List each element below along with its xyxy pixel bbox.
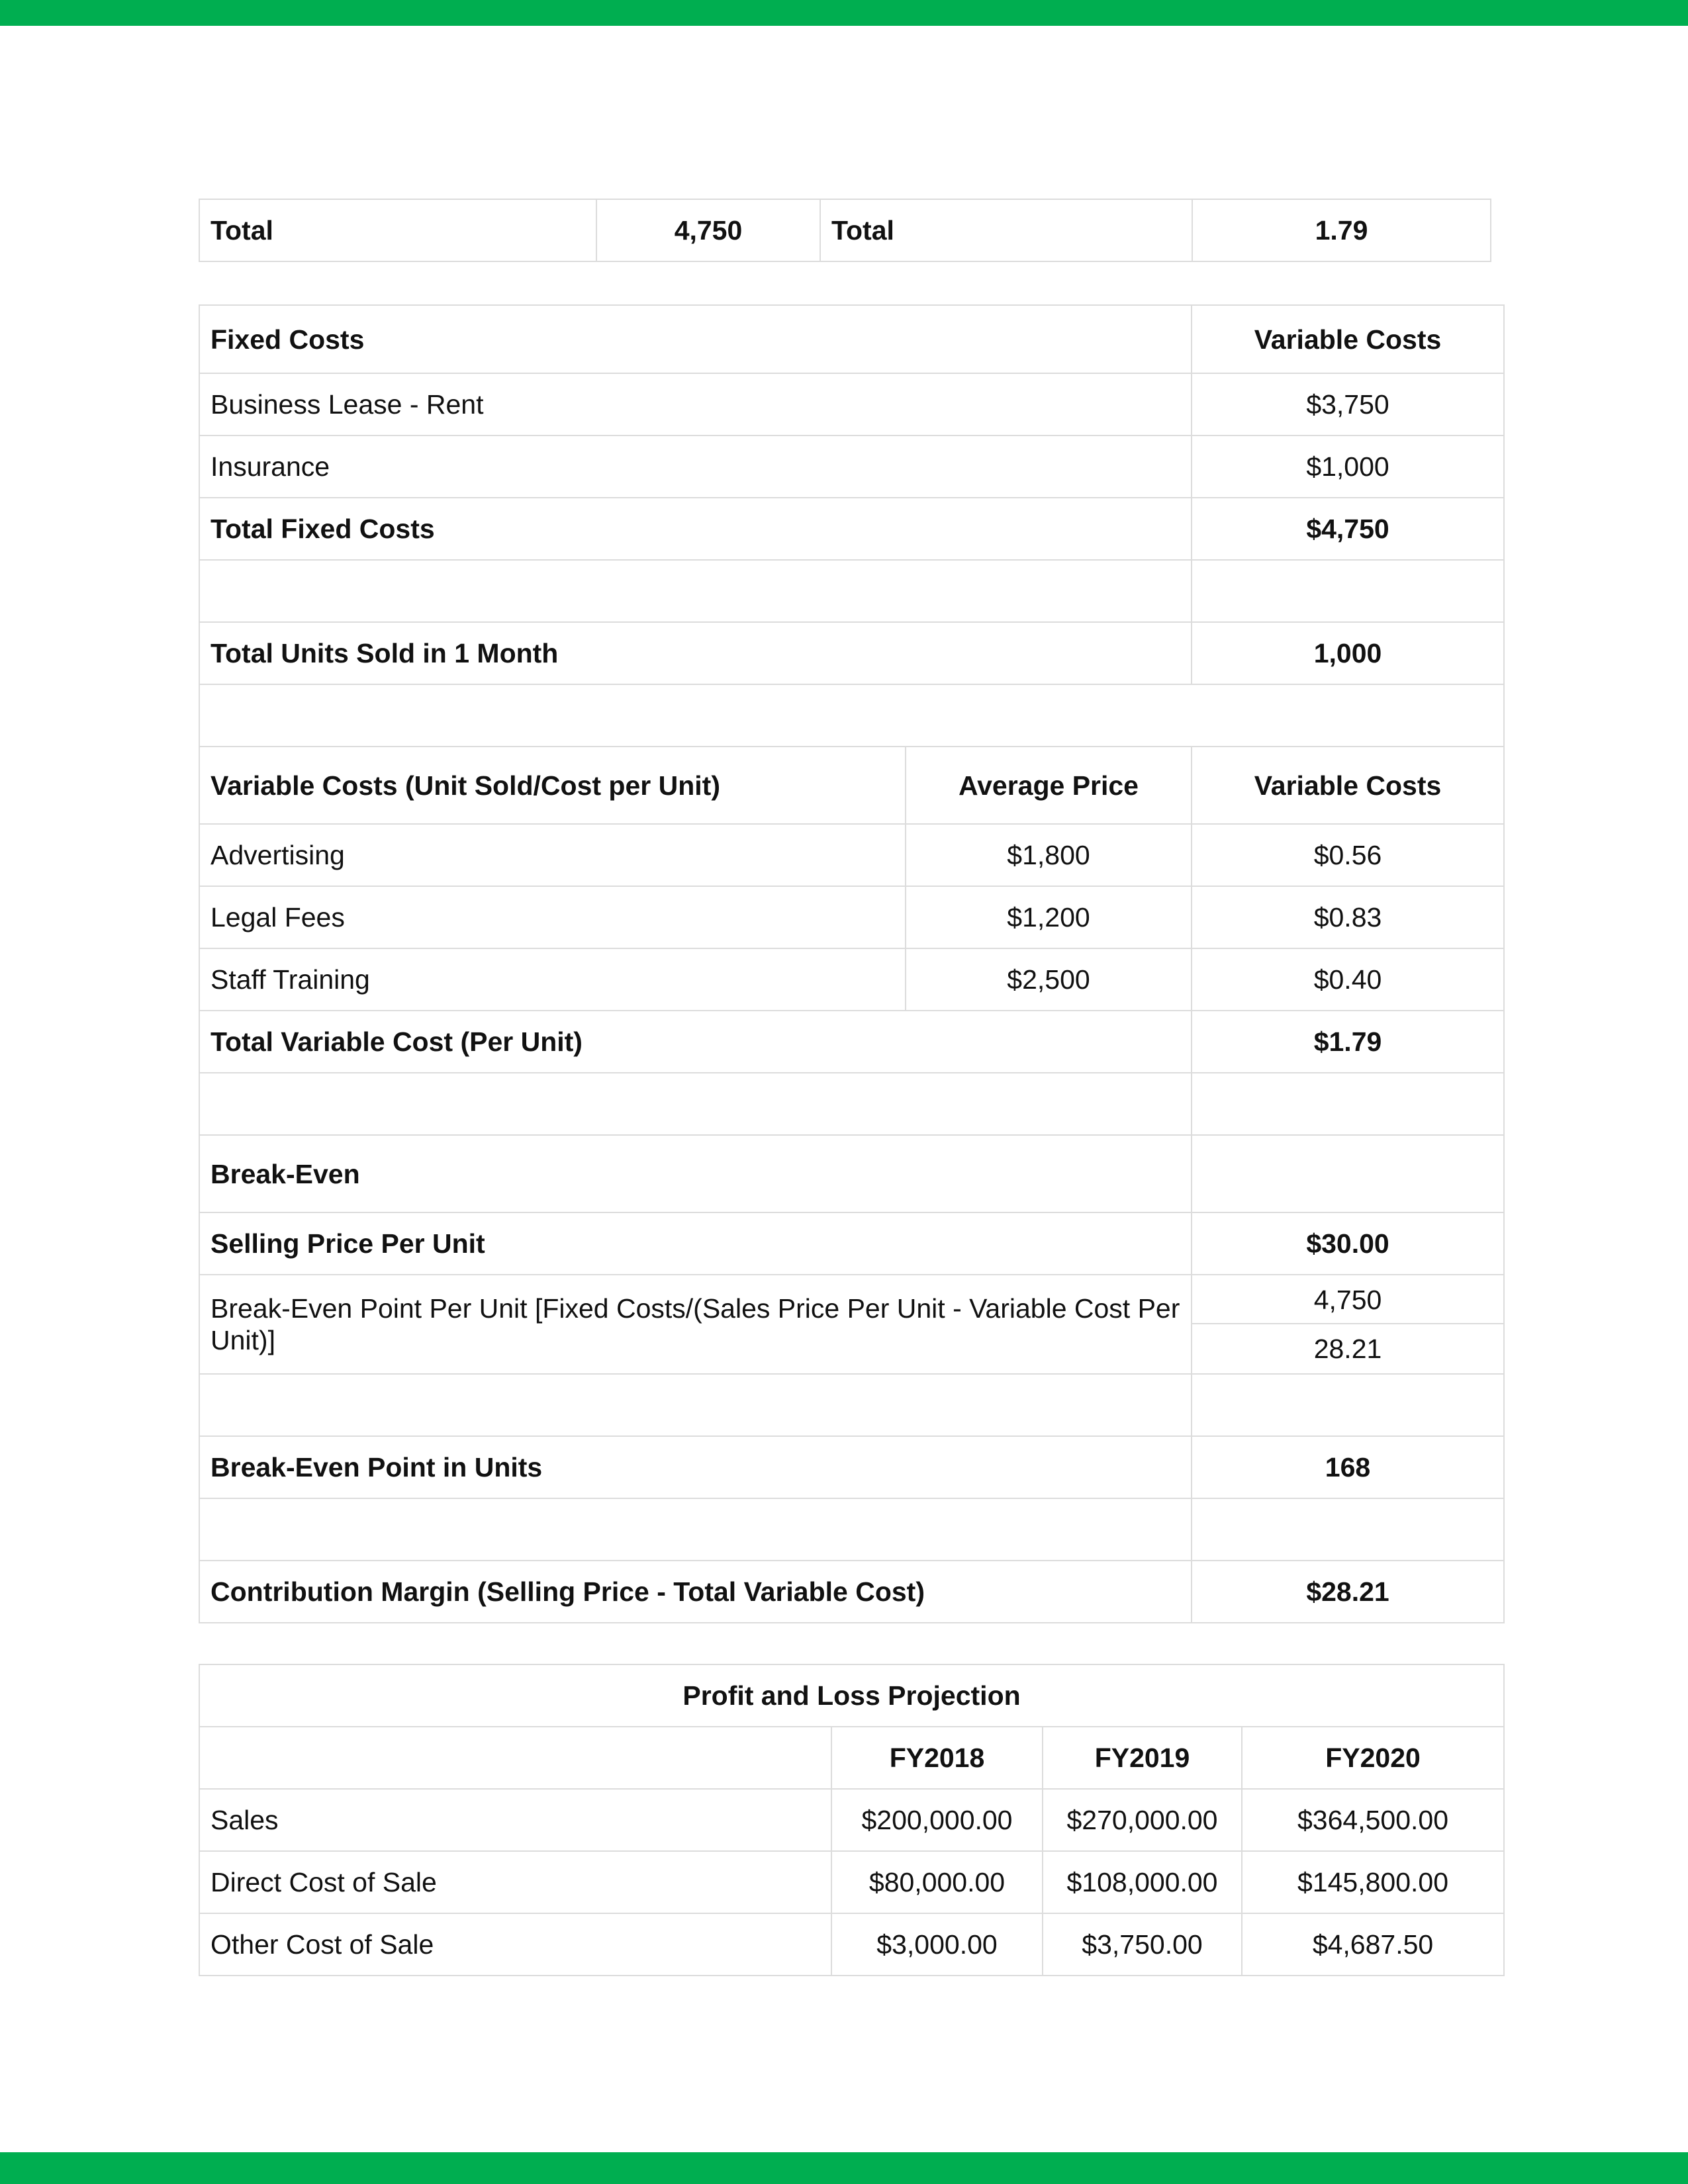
- variable-cost-value: $0.56: [1192, 824, 1504, 886]
- contribution-margin-label: Contribution Margin (Selling Price - Total Variable Cost): [199, 1561, 1192, 1623]
- variable-costs-total-value: $1.79: [1192, 1011, 1504, 1073]
- empty-row: [199, 560, 1504, 622]
- pnl-cell: $3,750.00: [1043, 1913, 1242, 1976]
- pnl-cell: $364,500.00: [1242, 1789, 1504, 1851]
- break-even-units-value: 168: [1192, 1436, 1504, 1498]
- table-row: [199, 373, 1504, 435]
- summary-table: [199, 199, 1491, 262]
- contribution-margin-value: $28.21: [1192, 1561, 1504, 1623]
- variable-costs-header-row: [199, 747, 1504, 824]
- bottom-accent-bar: [0, 2152, 1688, 2184]
- pnl-cell: $3,000.00: [831, 1913, 1043, 1976]
- contribution-margin-row: [199, 1561, 1504, 1623]
- table-row: [199, 435, 1504, 498]
- empty-row: [199, 1498, 1504, 1561]
- table-row: [199, 1913, 1504, 1976]
- empty-row: [199, 1073, 1504, 1135]
- break-even-header-row: [199, 1135, 1504, 1212]
- units-sold-row: [199, 622, 1504, 684]
- break-even-units-row: [199, 1436, 1504, 1498]
- summary-left-label: Total: [199, 199, 596, 261]
- units-sold-label: Total Units Sold in 1 Month: [199, 622, 1192, 684]
- pnl-cell: $270,000.00: [1043, 1789, 1242, 1851]
- fixed-costs-total-value: $4,750: [1192, 498, 1504, 560]
- average-price-value: $2,500: [906, 948, 1192, 1011]
- pnl-row-label: Sales: [199, 1789, 831, 1851]
- pnl-cell: $145,800.00: [1242, 1851, 1504, 1913]
- selling-price-value: $30.00: [1192, 1212, 1504, 1275]
- table-row: [199, 1789, 1504, 1851]
- pnl-title-row: [199, 1664, 1504, 1727]
- pnl-year-header: FY2019: [1043, 1727, 1242, 1789]
- pnl-cell: $80,000.00: [831, 1851, 1043, 1913]
- profit-loss-table: [199, 1664, 1505, 1976]
- break-even-formula-value-1: 4,750: [1192, 1276, 1503, 1324]
- average-price-value: $1,200: [906, 886, 1192, 948]
- fixed-cost-label: Insurance: [199, 435, 1192, 498]
- summary-row: [199, 199, 1491, 261]
- pnl-year-header: FY2020: [1242, 1727, 1504, 1789]
- fixed-cost-value: $3,750: [1192, 373, 1504, 435]
- top-accent-bar: [0, 0, 1688, 26]
- average-price-value: $1,800: [906, 824, 1192, 886]
- fixed-costs-header-row: [199, 305, 1504, 373]
- break-even-units-label: Break-Even Point in Units: [199, 1436, 1192, 1498]
- summary-right-label: Total: [820, 199, 1192, 261]
- variable-cost-label: Legal Fees: [199, 886, 906, 948]
- summary-right-value: 1.79: [1192, 199, 1491, 261]
- table-row: [199, 824, 1504, 886]
- summary-left-value: 4,750: [596, 199, 820, 261]
- table-row: [199, 948, 1504, 1011]
- variable-costs-col-header: Variable Costs: [1192, 747, 1504, 824]
- average-price-header: Average Price: [906, 747, 1192, 824]
- selling-price-row: [199, 1212, 1504, 1275]
- fixed-cost-value: $1,000: [1192, 435, 1504, 498]
- fixed-cost-label: Business Lease - Rent: [199, 373, 1192, 435]
- pnl-title: Profit and Loss Projection: [199, 1664, 1504, 1727]
- pnl-year-header: FY2018: [831, 1727, 1043, 1789]
- pnl-cell: $200,000.00: [831, 1789, 1043, 1851]
- break-even-header: Break-Even: [199, 1135, 1192, 1212]
- selling-price-label: Selling Price Per Unit: [199, 1212, 1192, 1275]
- break-even-formula-label: Break-Even Point Per Unit [Fixed Costs/(Sales Price Per Unit - Variable Cost Per Unit)]: [199, 1275, 1192, 1374]
- pnl-cell: $4,687.50: [1242, 1913, 1504, 1976]
- break-even-formula-row: [199, 1275, 1504, 1374]
- units-sold-value: 1,000: [1192, 622, 1504, 684]
- variable-costs-total-label: Total Variable Cost (Per Unit): [199, 1011, 1192, 1073]
- table-row: [199, 1851, 1504, 1913]
- fixed-costs-header-value: Variable Costs: [1192, 305, 1504, 373]
- cost-breakdown-table: [199, 304, 1505, 1623]
- variable-costs-total-row: [199, 1011, 1504, 1073]
- variable-cost-label: Staff Training: [199, 948, 906, 1011]
- break-even-formula-value-2: 28.21: [1313, 1333, 1382, 1364]
- fixed-costs-header: Fixed Costs: [199, 305, 1192, 373]
- fixed-costs-total-row: [199, 498, 1504, 560]
- variable-cost-label: Advertising: [199, 824, 906, 886]
- variable-cost-value: $0.83: [1192, 886, 1504, 948]
- pnl-year-header-row: [199, 1727, 1504, 1789]
- pnl-row-label: Direct Cost of Sale: [199, 1851, 831, 1913]
- variable-cost-value: $0.40: [1192, 948, 1504, 1011]
- empty-row: [199, 1374, 1504, 1436]
- fixed-costs-total-label: Total Fixed Costs: [199, 498, 1192, 560]
- variable-costs-header: Variable Costs (Unit Sold/Cost per Unit): [199, 747, 906, 824]
- pnl-cell: $108,000.00: [1043, 1851, 1242, 1913]
- table-row: [199, 886, 1504, 948]
- pnl-row-label: Other Cost of Sale: [199, 1913, 831, 1976]
- empty-row: [199, 684, 1504, 747]
